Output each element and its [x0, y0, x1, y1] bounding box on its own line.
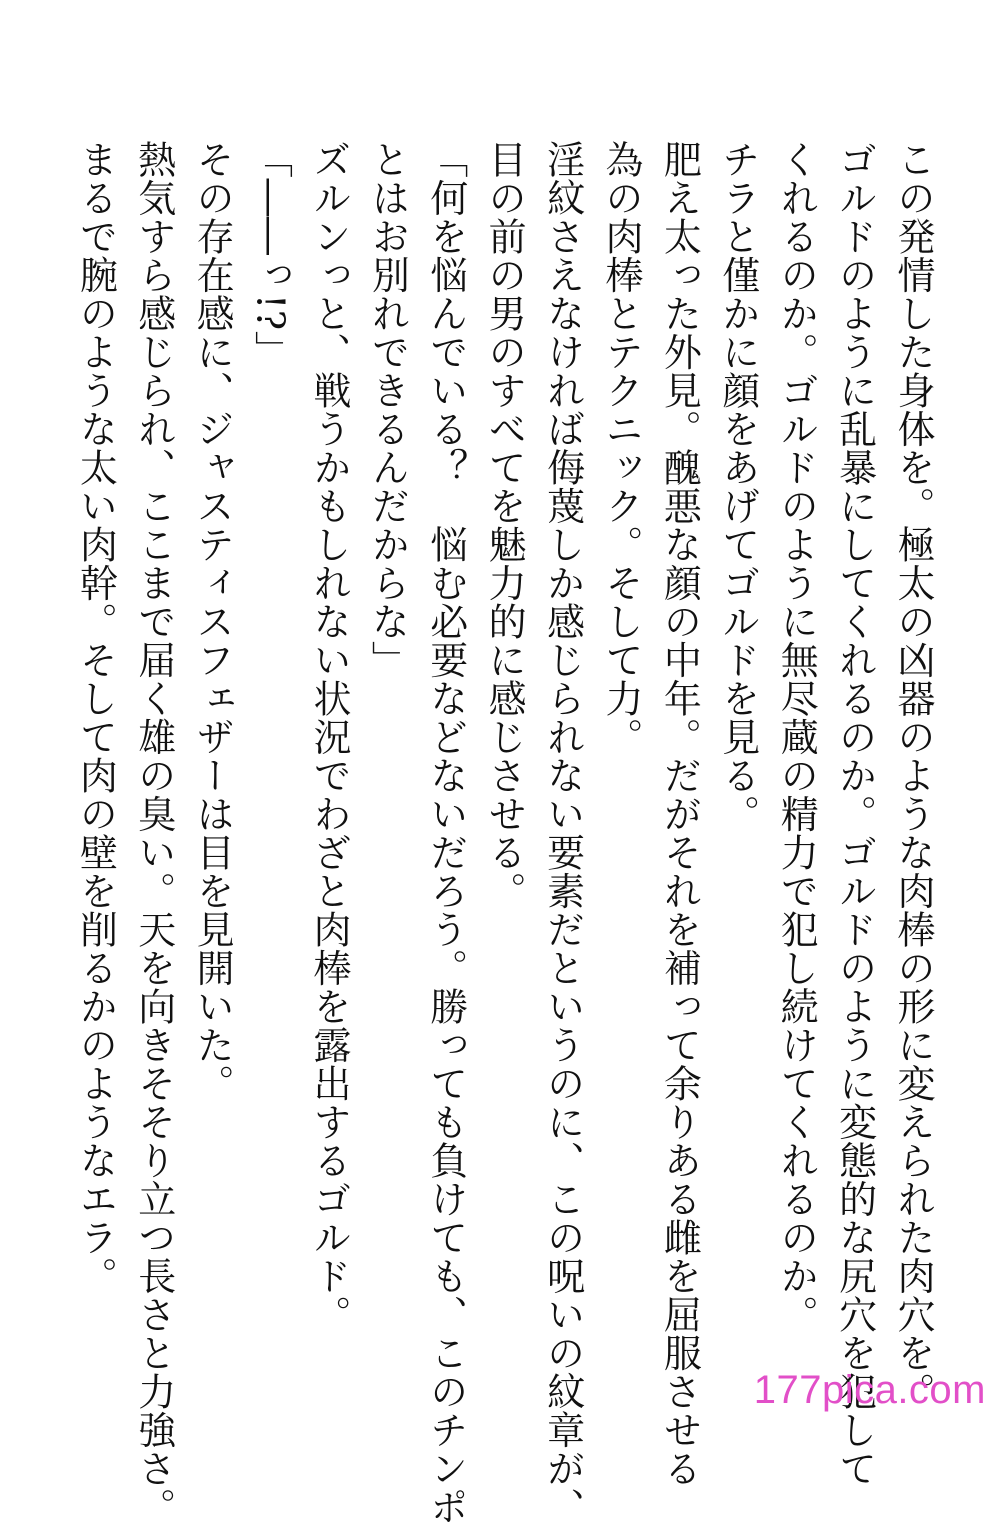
dialogue-line: 「何を悩んでいる？ 悩む必要などないだろう。勝っても負けても、このチンポ — [423, 140, 468, 1526]
text-line: 目の前の男のすべてを魅力的に感じさせる。 — [482, 140, 527, 910]
text-line: ゴルドのように乱暴にしてくれるのか。ゴルドのように変態的な尻穴を犯して — [832, 140, 877, 1488]
text-line: 為の肉棒とテクニック。そして力。 — [598, 140, 643, 756]
text-line: くれるのか。ゴルドのように無尽蔵の精力で犯し続けてくれるのか。 — [774, 140, 819, 1334]
text-line: この発情した身体を。極太の凶器のような肉棒の形に変えられた肉穴を。 — [891, 140, 935, 1411]
text-line: ズルンっと、戦うかもしれない状況でわざと肉棒を露出するゴルド。 — [306, 140, 351, 1334]
text-line: チラと僅かに顔をあげてゴルドを見る。 — [715, 140, 760, 833]
text-line: その存在感に、ジャスティスフェザーは目を見開いた。 — [190, 140, 235, 1103]
text-line: 肥え太った外見。醜悪な顔の中年。だがそれを補って余りある雌を屈服させる — [657, 140, 702, 1488]
dialogue-line: 「――っ!?」 — [248, 140, 293, 370]
text-line: 熱気すら感じられ、ここまで届く雄の臭い。天を向きそそり立つ長さと力強さ。 — [131, 140, 176, 1526]
text-line: まるで腕のような太い肉幹。そして肉の壁を削るかのようなエラ。 — [73, 140, 118, 1295]
text-line: 淫紋さえなければ侮蔑しか感じられない要素だというのに、この呪いの紋章が、 — [540, 140, 585, 1526]
site-watermark: 177pica.com — [753, 1368, 986, 1412]
dialogue-line: とはお別れできるんだからな」 — [365, 140, 410, 679]
